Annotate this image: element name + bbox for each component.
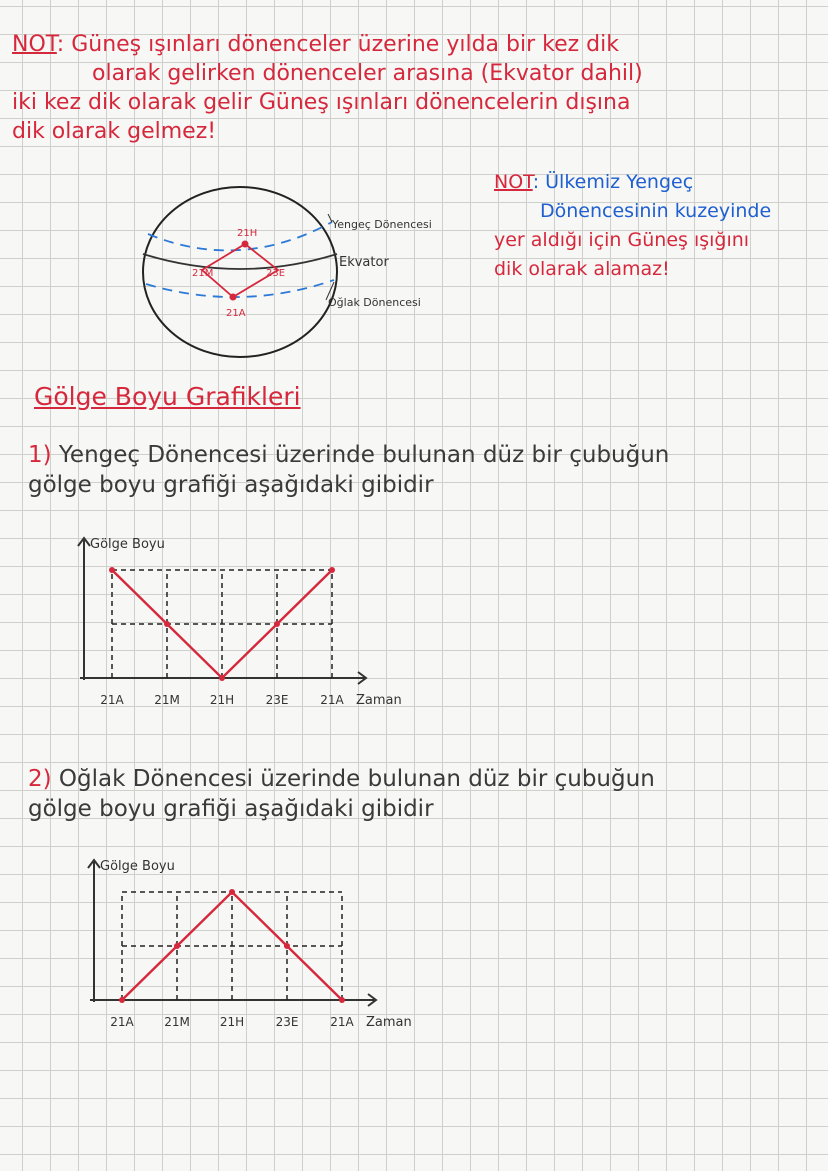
data-point bbox=[219, 675, 225, 681]
point-label-right: 23E bbox=[266, 268, 286, 279]
y-axis-label: Gölge Boyu bbox=[100, 859, 175, 874]
note-1-line-4: dik olarak gelmez! bbox=[12, 119, 217, 144]
question-1-number: 1) bbox=[28, 442, 52, 468]
note-1-line-1: : Güneş ışınları dönenceler üzerine yılda bir kez dik bbox=[56, 32, 619, 57]
note-2-line-4: dik olarak alamaz! bbox=[494, 258, 670, 280]
x-tick-label: 21A bbox=[330, 1015, 354, 1029]
question-2-line-1: Oğlak Dönencesi üzerinde bulunan düz bir çubuğun bbox=[58, 766, 655, 792]
data-point bbox=[109, 567, 115, 573]
x-tick-label: 21H bbox=[219, 1015, 245, 1029]
note-1-label: NOT bbox=[12, 32, 57, 57]
label-equator: Ekvator bbox=[339, 255, 389, 270]
question-1-line-2: gölge boyu grafiği aşağıdaki gibidir bbox=[28, 472, 434, 498]
note-2-label: NOT bbox=[494, 171, 533, 193]
note-1-line-2: olarak gelirken dönenceler arasına (Ekvator dahil) bbox=[92, 61, 643, 86]
question-2 bbox=[28, 764, 818, 824]
data-point bbox=[339, 997, 345, 1003]
data-point bbox=[164, 621, 170, 627]
data-point bbox=[274, 621, 280, 627]
x-axis-label: Zaman bbox=[356, 693, 402, 708]
note-1 bbox=[12, 30, 822, 146]
label-tropic-cancer: Yengeç Dönencesi bbox=[332, 218, 432, 231]
question-2-number: 2) bbox=[28, 766, 52, 792]
data-point bbox=[284, 943, 290, 949]
data-point bbox=[119, 997, 125, 1003]
question-1-line-1: Yengeç Dönencesi üzerinde bulunan düz bir çubuğun bbox=[58, 442, 670, 468]
chart-1 bbox=[70, 528, 450, 718]
x-tick-label: 21M bbox=[164, 1015, 190, 1029]
x-tick-label: 21H bbox=[209, 693, 235, 707]
point-label-left: 21M bbox=[192, 268, 214, 279]
x-tick-label: 21M bbox=[154, 693, 180, 707]
chart-2 bbox=[80, 850, 460, 1040]
x-tick-label: 21A bbox=[320, 693, 344, 707]
note-2 bbox=[494, 168, 820, 284]
x-tick-label: 21A bbox=[110, 1015, 134, 1029]
data-point bbox=[329, 567, 335, 573]
x-tick-label: 21A bbox=[100, 693, 124, 707]
question-2-line-2: gölge boyu grafiği aşağıdaki gibidir bbox=[28, 796, 434, 822]
note-2-line-3: yer aldığı için Güneş ışığını bbox=[494, 229, 750, 251]
point-label-top: 21H bbox=[237, 228, 258, 239]
x-tick-label: 23E bbox=[265, 693, 289, 707]
y-axis-label: Gölge Boyu bbox=[90, 537, 165, 552]
question-1 bbox=[28, 440, 818, 500]
point-label-bottom: 21A bbox=[226, 308, 246, 319]
section-heading: Gölge Boyu Grafikleri bbox=[34, 382, 301, 411]
label-tropic-capricorn: Oğlak Dönencesi bbox=[328, 296, 421, 309]
note-2-line-1: : Ülkemiz Yengeç bbox=[532, 171, 694, 193]
note-2-line-2: Dönencesinin kuzeyinde bbox=[540, 200, 772, 222]
x-tick-label: 23E bbox=[275, 1015, 299, 1029]
x-axis-label: Zaman bbox=[366, 1015, 412, 1030]
data-point bbox=[229, 889, 235, 895]
data-point bbox=[174, 943, 180, 949]
note-1-line-3: iki kez dik olarak gelir Güneş ışınları dönencelerin dışına bbox=[12, 90, 631, 115]
